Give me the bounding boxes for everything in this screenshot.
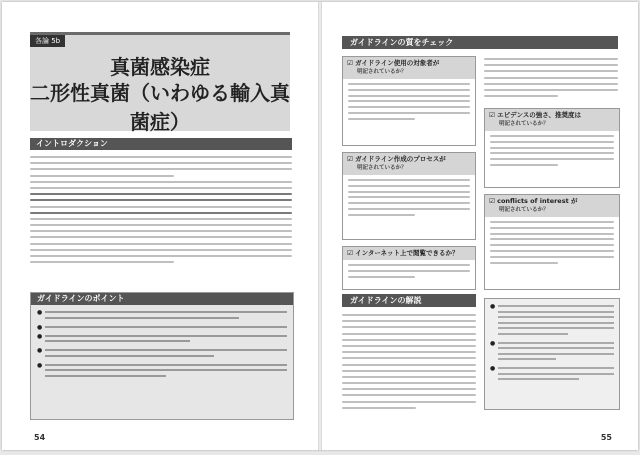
notes-box (484, 298, 620, 410)
question-card (342, 152, 476, 240)
question-title: ☑ ガイドライン作成のプロセスが 明記されているか？ (343, 153, 475, 175)
checkbox-icon: ☑ (347, 155, 353, 163)
points-heading: ガイドラインのポイント (31, 293, 293, 305)
question-title: ☑ エビデンスの強さ、推奨度は 明記されているか？ (485, 109, 619, 131)
question-card (342, 56, 476, 146)
list-item: ● (37, 349, 287, 357)
list-item: ● (37, 311, 287, 319)
left-page (2, 2, 318, 450)
left-footer (30, 433, 49, 442)
points-list (37, 311, 287, 384)
chapter-tag: 各論 5b (30, 35, 65, 47)
page-number: 54 (34, 433, 46, 442)
book-spread (2, 2, 638, 450)
question-card (484, 194, 620, 290)
checkbox-icon: ☑ (489, 111, 495, 119)
right-column-text (484, 58, 618, 101)
page-number: 55 (600, 433, 612, 442)
list-item: ● (490, 342, 614, 361)
list-item: ● (490, 367, 614, 380)
list-item: ● (37, 326, 287, 328)
checkbox-icon: ☑ (347, 249, 353, 257)
title-block (30, 32, 290, 134)
checkbox-icon: ☑ (489, 197, 495, 205)
right-page (322, 2, 638, 450)
points-box (30, 292, 294, 420)
commentary-text (342, 314, 476, 413)
question-title: ☑ ガイドライン使用の対象者が 明記されているか？ (343, 57, 475, 79)
intro-text (30, 156, 292, 267)
list-item: ● (490, 305, 614, 335)
right-footer (597, 433, 616, 442)
main-title-line1: 真菌感染症 (110, 55, 210, 79)
intro-heading: イントロダクション (30, 138, 292, 150)
checkbox-icon: ☑ (347, 59, 353, 67)
question-title: ☑ conflicts of interest が 明記されているか？ (485, 195, 619, 217)
main-title-line2: 二形性真菌（いわゆる輸入真菌症） (30, 81, 290, 134)
commentary-heading: ガイドラインの解説 (342, 294, 476, 307)
question-card (484, 108, 620, 188)
byline (88, 113, 288, 122)
question-title: ☑ インターネット上で閲覧できるか？ (343, 247, 475, 260)
list-item: ● (37, 335, 287, 343)
list-item: ● (37, 364, 287, 377)
question-card (342, 246, 476, 290)
check-heading: ガイドラインの質をチェック (342, 36, 618, 49)
